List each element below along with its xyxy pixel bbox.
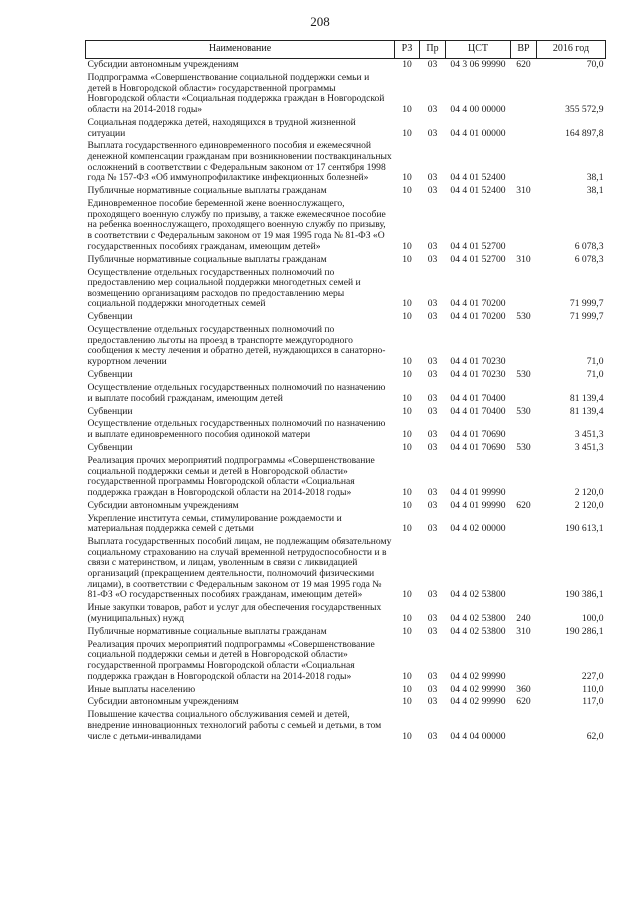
row-amount: 2 120,0 xyxy=(574,486,604,498)
row-amount: 70,0 xyxy=(586,59,604,71)
row-cst: 04 4 04 00000 xyxy=(450,730,506,742)
row-vr: 530 xyxy=(516,442,531,454)
row-pr: 03 xyxy=(427,589,438,601)
row-rz: 10 xyxy=(402,127,412,139)
row-amount: 355 572,9 xyxy=(565,103,604,115)
row-vr xyxy=(511,382,537,406)
row-name: Осуществление отдельных государственных полномочий по предоставлению льготы на проезд в транспорте междугородного сообщения к месту лечения и обратно детей, нуждающихся в санаторно-курортном лечении xyxy=(87,324,386,367)
row-name: Осуществление отдельных государственных полномочий по назначению и выплате пособий гражданам, имеющим детей xyxy=(87,381,386,404)
row-rz: 10 xyxy=(402,429,412,441)
row-name: Реализация прочих мероприятий подпрограммы «Совершенствование социальной поддержки семьи и детей в Новгородской области» государственной программы Новгородской области «Социальная поддержка граждан в Новгородской области на 2014-2018 годы» xyxy=(87,455,375,498)
row-pr: 03 xyxy=(427,59,438,71)
row-vr xyxy=(511,536,537,602)
row-name: Публичные нормативные социальные выплаты гражданам xyxy=(87,185,327,197)
row-name: Субсидии автономным учреждениям xyxy=(87,499,239,511)
row-cst: 04 4 02 99990 xyxy=(450,670,506,682)
table-row xyxy=(86,513,606,537)
row-cst: 04 4 01 70690 xyxy=(450,429,506,441)
row-rz: 10 xyxy=(402,240,412,252)
row-rz: 10 xyxy=(402,683,412,695)
row-amount: 71 999,7 xyxy=(569,311,604,323)
row-vr: 310 xyxy=(516,625,531,637)
row-cst: 04 4 01 99990 xyxy=(450,486,506,498)
row-pr: 03 xyxy=(427,429,438,441)
row-name: Субвенции xyxy=(87,368,133,380)
row-cst: 04 4 01 70400 xyxy=(450,392,506,404)
row-rz: 10 xyxy=(402,486,412,498)
row-rz: 10 xyxy=(402,392,412,404)
row-pr: 03 xyxy=(427,486,438,498)
header-pr: Пр xyxy=(420,41,446,59)
row-amount: 81 139,4 xyxy=(569,405,604,417)
row-rz: 10 xyxy=(402,499,412,511)
table-row xyxy=(86,418,606,442)
row-cst: 04 4 00 00000 xyxy=(450,103,506,115)
header-rz: РЗ xyxy=(395,41,420,59)
row-amount: 100,0 xyxy=(581,612,604,624)
row-rz: 10 xyxy=(402,59,412,71)
row-name: Субсидии автономным учреждениям xyxy=(87,696,239,708)
row-amount: 3 451,3 xyxy=(574,442,604,454)
row-vr: 310 xyxy=(516,253,531,265)
row-cst: 04 4 02 99990 xyxy=(450,683,506,695)
row-pr: 03 xyxy=(427,625,438,637)
row-amount: 6 078,3 xyxy=(574,240,604,252)
row-name: Укрепление института семьи, стимулирование рождаемости и материальная поддержка семей с детьми xyxy=(87,512,342,535)
row-amount: 71,0 xyxy=(586,368,604,380)
table-row xyxy=(86,140,606,185)
row-vr xyxy=(511,266,537,311)
row-cst: 04 4 02 53800 xyxy=(450,589,506,601)
table-row xyxy=(86,696,606,709)
row-pr: 03 xyxy=(427,172,438,184)
row-cst: 04 4 02 00000 xyxy=(450,523,506,535)
row-rz: 10 xyxy=(402,103,412,115)
row-vr xyxy=(511,513,537,537)
row-pr: 03 xyxy=(427,253,438,265)
row-vr xyxy=(511,140,537,185)
table-row xyxy=(86,500,606,513)
table-row xyxy=(86,709,606,743)
budget-table xyxy=(85,40,606,743)
row-rz: 10 xyxy=(402,298,412,310)
row-vr xyxy=(511,709,537,743)
row-rz: 10 xyxy=(402,612,412,624)
row-pr: 03 xyxy=(427,127,438,139)
table-row xyxy=(86,266,606,311)
table-row xyxy=(86,324,606,369)
row-vr: 530 xyxy=(516,368,531,380)
row-vr: 620 xyxy=(516,499,531,511)
row-name: Субсидии автономным учреждениям xyxy=(87,59,239,71)
row-vr: 310 xyxy=(516,185,531,197)
row-amount: 164 897,8 xyxy=(565,127,604,139)
row-rz: 10 xyxy=(402,356,412,367)
row-vr: 360 xyxy=(516,683,531,695)
row-name: Публичные нормативные социальные выплаты гражданам xyxy=(87,253,327,265)
row-pr: 03 xyxy=(427,442,438,454)
table-row xyxy=(86,442,606,455)
row-amount: 2 120,0 xyxy=(574,499,604,511)
row-pr: 03 xyxy=(427,499,438,511)
row-name: Субвенции xyxy=(87,311,133,323)
row-pr: 03 xyxy=(427,368,438,380)
table-row xyxy=(86,683,606,696)
row-pr: 03 xyxy=(427,730,438,742)
table-row xyxy=(86,369,606,382)
row-pr: 03 xyxy=(427,683,438,695)
row-pr: 03 xyxy=(427,185,438,197)
row-cst: 04 4 01 99990 xyxy=(450,499,506,511)
row-amount: 38,1 xyxy=(586,185,604,197)
row-rz: 10 xyxy=(402,523,412,535)
row-pr: 03 xyxy=(427,405,438,417)
row-vr xyxy=(511,324,537,369)
row-amount: 71,0 xyxy=(586,356,604,367)
table-row xyxy=(86,626,606,639)
row-cst: 04 4 01 52700 xyxy=(450,240,506,252)
row-vr: 620 xyxy=(516,59,531,71)
row-vr xyxy=(511,198,537,253)
row-vr xyxy=(511,639,537,684)
row-cst: 04 4 01 70200 xyxy=(450,298,506,310)
row-rz: 10 xyxy=(402,253,412,265)
row-pr: 03 xyxy=(427,696,438,708)
row-amount: 3 451,3 xyxy=(574,429,604,441)
row-name: Подпрограмма «Совершенствование социальной поддержки семьи и детей в Новгородской области» государственной программы Новгородской области «Социальная поддержка граждан в Новгородской области на 2014-2018 годы» xyxy=(87,72,385,115)
row-cst: 04 4 01 52400 xyxy=(450,185,506,197)
row-amount: 62,0 xyxy=(586,730,604,742)
row-vr xyxy=(511,418,537,442)
row-vr: 530 xyxy=(516,405,531,417)
row-name: Осуществление отдельных государственных полномочий по назначению и выплате единовременного пособия одинокой матери xyxy=(87,418,386,441)
table-row xyxy=(86,117,606,141)
row-vr xyxy=(511,72,537,117)
row-amount: 190 613,1 xyxy=(565,523,604,535)
table-row xyxy=(86,455,606,500)
table-row xyxy=(86,536,606,602)
row-amount: 81 139,4 xyxy=(569,392,604,404)
row-amount: 117,0 xyxy=(582,696,604,708)
row-amount: 227,0 xyxy=(581,670,604,682)
row-pr: 03 xyxy=(427,670,438,682)
header-vr: ВР xyxy=(511,41,537,59)
row-amount: 6 078,3 xyxy=(574,253,604,265)
row-rz: 10 xyxy=(402,730,412,742)
row-pr: 03 xyxy=(427,311,438,323)
row-vr xyxy=(511,455,537,500)
row-rz: 10 xyxy=(402,405,412,417)
row-pr: 03 xyxy=(427,298,438,310)
table-row xyxy=(86,405,606,418)
row-cst: 04 4 01 70230 xyxy=(450,356,506,367)
page-number: 208 xyxy=(310,14,330,29)
row-name: Реализация прочих мероприятий подпрограммы «Совершенствование социальной поддержки семьи и детей в Новгородской области» государственной программы Новгородской области «Социальная поддержка граждан в Новгородской области на 2014-2018 годы» xyxy=(87,638,375,682)
row-amount: 110,0 xyxy=(582,683,604,695)
row-vr: 240 xyxy=(516,612,531,624)
row-amount: 190 286,1 xyxy=(565,625,604,637)
row-name: Иные выплаты населению xyxy=(87,683,196,695)
row-pr: 03 xyxy=(427,240,438,252)
row-rz: 10 xyxy=(402,589,412,601)
row-cst: 04 4 01 52400 xyxy=(450,172,506,184)
table-row xyxy=(86,185,606,198)
row-amount: 71 999,7 xyxy=(569,298,604,310)
row-rz: 10 xyxy=(402,368,412,380)
table-header-row xyxy=(86,41,606,59)
row-cst: 04 4 01 70200 xyxy=(450,311,506,323)
table-row xyxy=(86,72,606,117)
row-rz: 10 xyxy=(402,172,412,184)
row-pr: 03 xyxy=(427,612,438,624)
row-cst: 04 3 06 99990 xyxy=(450,59,506,71)
table-row xyxy=(86,639,606,684)
table-row xyxy=(86,311,606,324)
row-pr: 03 xyxy=(427,356,438,367)
row-name: Публичные нормативные социальные выплаты гражданам xyxy=(87,625,327,637)
row-name: Субвенции xyxy=(87,405,133,417)
row-vr xyxy=(511,117,537,141)
header-cst: ЦСТ xyxy=(446,41,511,59)
row-vr: 620 xyxy=(516,696,531,708)
row-rz: 10 xyxy=(402,625,412,637)
row-name: Повышение качества социального обслуживания семей и детей, внедрение инновационных технологий работы с семьей и детьми, в том числе с детьми-инвалидами xyxy=(87,709,382,742)
header-name: Наименование xyxy=(86,41,395,59)
row-pr: 03 xyxy=(427,103,438,115)
row-name: Выплата государственных пособий лицам, не подлежащим обязательному социальному страхованию на случай временной нетрудоспособности и в связи с материнством, и лицам, уволенным в связи с ликвидацией организаций (прекращением деятельности, полномочий физическими лицами), в соответствии с Федеральным законом от 19 мая 1995 года № 81-ФЗ «О государственных пособиях гражданам, имеющим детей» xyxy=(87,536,392,601)
row-name: Единовременное пособие беременной жене военнослужащего, проходящего военную службу по призыву, а также ежемесячное пособие на ребенка военнослужащего, проходящего военную службу по призыву, в соответствии с Федеральным законом от 19 мая 1995 года № 81-ФЗ «О государственных пособиях гражданам, имеющим детей» xyxy=(87,198,386,252)
row-rz: 10 xyxy=(402,442,412,454)
row-cst: 04 4 01 70400 xyxy=(450,405,506,417)
row-rz: 10 xyxy=(402,696,412,708)
row-pr: 03 xyxy=(427,392,438,404)
row-amount: 190 386,1 xyxy=(565,589,604,601)
row-cst: 04 4 02 53800 xyxy=(450,625,506,637)
row-cst: 04 4 01 52700 xyxy=(450,253,506,265)
row-rz: 10 xyxy=(402,185,412,197)
row-rz: 10 xyxy=(402,670,412,682)
row-pr: 03 xyxy=(427,523,438,535)
table-row xyxy=(86,253,606,266)
row-name: Выплата государственного единовременного пособия и ежемесячной денежной компенсации гражданам при возникновении поствакцинальных осложнений в соответствии с Федеральным законом от 17 сентября 1998 года № 157-ФЗ «Об иммунопрофилактике инфекционных болезней» xyxy=(87,140,392,184)
row-rz: 10 xyxy=(402,311,412,323)
row-amount: 38,1 xyxy=(586,172,604,184)
row-name: Социальная поддержка детей, находящихся в трудной жизненной ситуации xyxy=(87,116,356,139)
table-row xyxy=(86,382,606,406)
row-cst: 04 4 02 53800 xyxy=(450,612,506,624)
row-name: Осуществление отдельных государственных полномочий по предоставлению мер социальной поддержки многодетных семей и возмещению организациям расходов по предоставлению меры социальной поддержки многодетных семей xyxy=(87,266,361,310)
row-cst: 04 4 01 70230 xyxy=(450,368,506,380)
header-amount: 2016 год xyxy=(537,41,606,59)
row-cst: 04 4 01 00000 xyxy=(450,127,506,139)
table-row xyxy=(86,59,606,72)
row-name: Субвенции xyxy=(87,442,133,454)
row-cst: 04 4 02 99990 xyxy=(450,696,506,708)
row-vr: 530 xyxy=(516,311,531,323)
row-name: Иные закупки товаров, работ и услуг для обеспечения государственных (муниципальных) нужд xyxy=(87,602,382,624)
table-row xyxy=(86,602,606,626)
table-row xyxy=(86,198,606,253)
row-cst: 04 4 01 70690 xyxy=(450,442,506,454)
